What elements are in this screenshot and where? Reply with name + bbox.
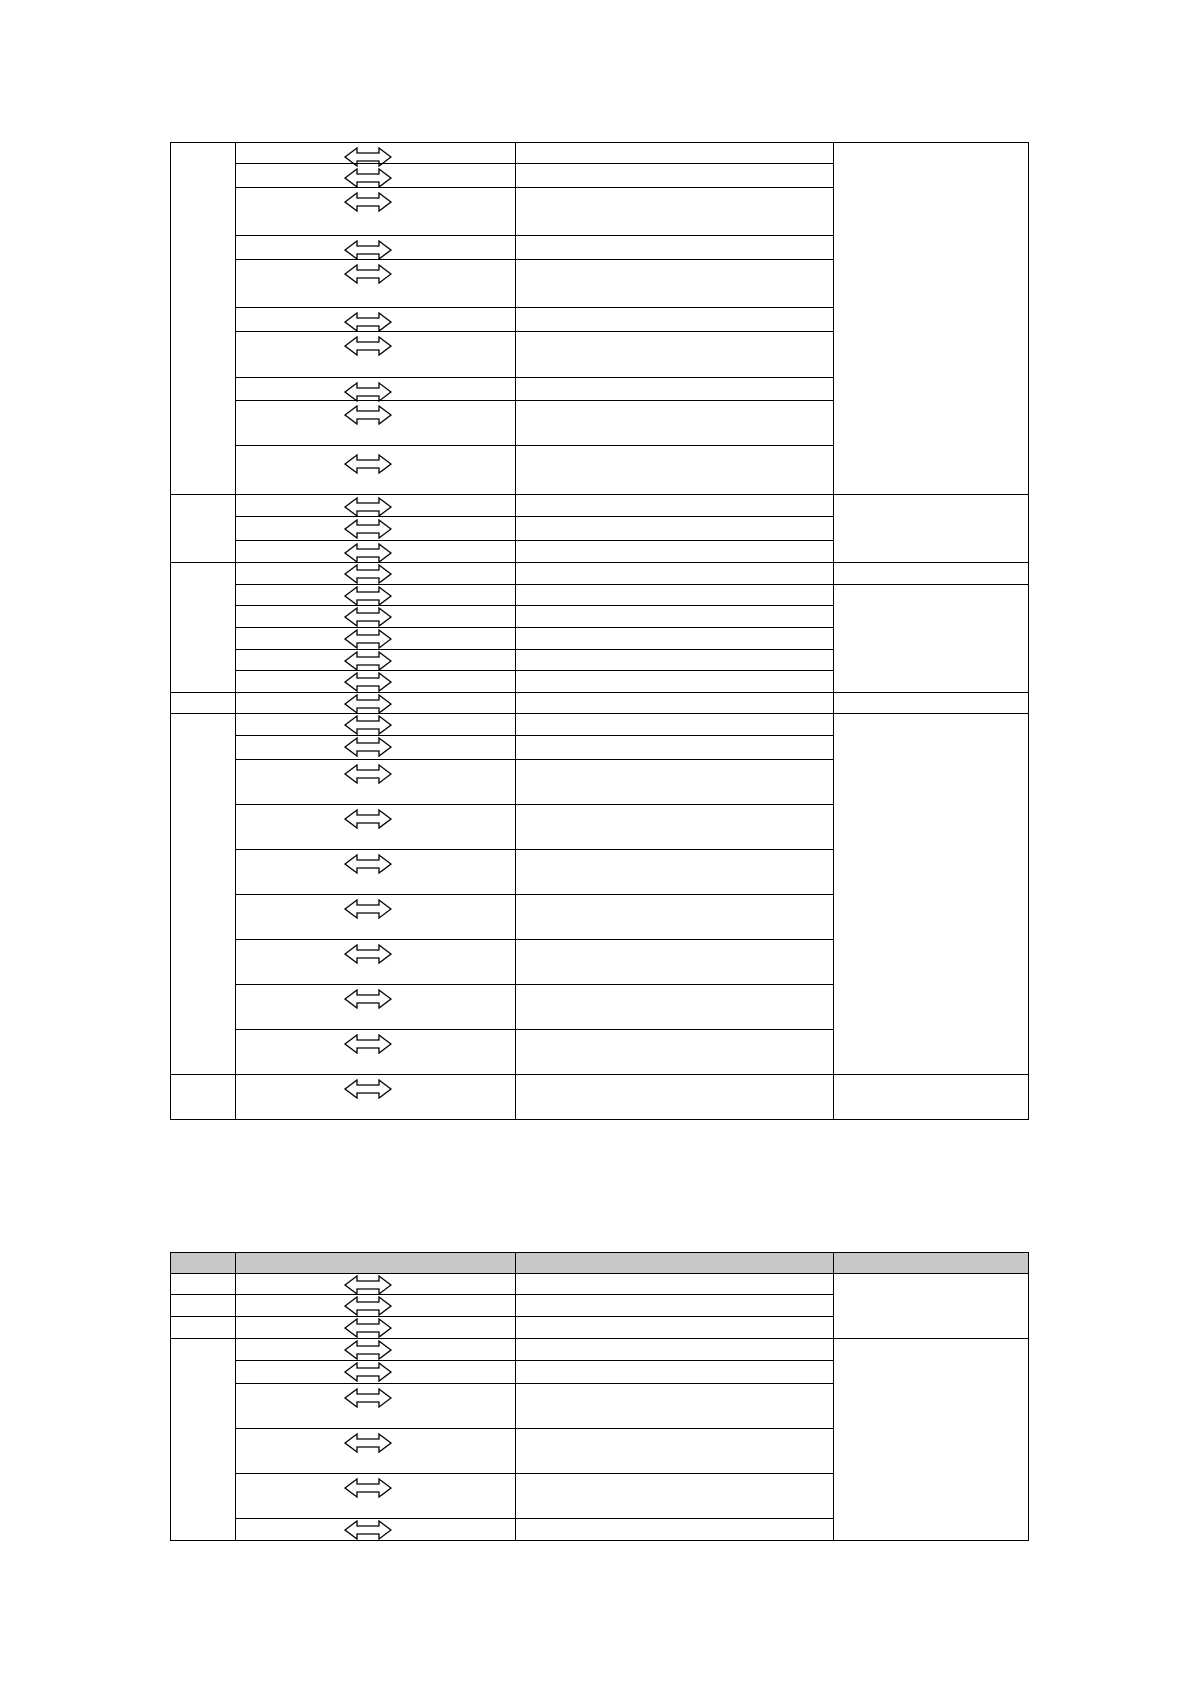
double-arrow-icon (344, 405, 392, 425)
target-cell (516, 308, 834, 332)
source-cell (236, 517, 516, 541)
double-arrow-icon (344, 1318, 392, 1338)
source-cell (236, 1295, 516, 1317)
source-cell (236, 308, 516, 332)
group-label-cell (171, 1274, 236, 1295)
source-cell (236, 1361, 516, 1384)
target-cell (516, 850, 834, 895)
double-arrow-icon (344, 497, 392, 517)
source-cell (236, 1429, 516, 1474)
double-arrow-icon (344, 312, 392, 332)
source-cell (236, 895, 516, 940)
double-arrow-icon (344, 899, 392, 919)
group-label-cell (171, 693, 236, 714)
double-arrow-icon (344, 382, 392, 402)
source-cell (236, 585, 516, 606)
source-cell (236, 985, 516, 1030)
source-cell (236, 236, 516, 260)
mapping-table-2 (170, 1252, 1029, 1541)
target-cell (516, 495, 834, 517)
target-cell (516, 585, 834, 606)
source-cell (236, 850, 516, 895)
header-cell (834, 1253, 1029, 1274)
target-cell (516, 895, 834, 940)
double-arrow-icon (344, 809, 392, 829)
source-cell (236, 188, 516, 236)
source-cell (236, 1474, 516, 1519)
header-cell (516, 1253, 834, 1274)
source-cell (236, 1519, 516, 1541)
note-cell (834, 1075, 1029, 1120)
target-cell (516, 714, 834, 736)
double-arrow-icon (344, 944, 392, 964)
target-cell (516, 628, 834, 650)
double-arrow-icon (344, 543, 392, 563)
source-cell (236, 332, 516, 378)
double-arrow-icon (344, 1079, 392, 1099)
double-arrow-icon (344, 1034, 392, 1054)
double-arrow-icon (344, 607, 392, 627)
target-cell (516, 693, 834, 714)
source-cell (236, 446, 516, 495)
double-arrow-icon (344, 564, 392, 584)
double-arrow-icon (344, 1296, 392, 1316)
group-label-cell (171, 1075, 236, 1120)
source-cell (236, 606, 516, 628)
target-cell (516, 260, 834, 308)
source-cell (236, 143, 516, 164)
target-cell (516, 1519, 834, 1541)
double-arrow-icon (344, 1520, 392, 1540)
source-cell (236, 563, 516, 585)
target-cell (516, 1295, 834, 1317)
double-arrow-icon (344, 1433, 392, 1453)
header-cell (171, 1253, 236, 1274)
double-arrow-icon (344, 1275, 392, 1295)
header-cell (236, 1253, 516, 1274)
double-arrow-icon (344, 629, 392, 649)
target-cell (516, 1030, 834, 1075)
target-cell (516, 985, 834, 1030)
target-cell (516, 164, 834, 188)
target-cell (516, 1075, 834, 1120)
double-arrow-icon (344, 168, 392, 188)
double-arrow-icon (344, 192, 392, 212)
double-arrow-icon (344, 240, 392, 260)
source-cell (236, 260, 516, 308)
target-cell (516, 446, 834, 495)
target-cell (516, 143, 834, 164)
target-cell (516, 401, 834, 446)
group-label-cell (171, 714, 236, 1075)
source-cell (236, 1317, 516, 1339)
note-cell (834, 585, 1029, 693)
note-cell (834, 1274, 1029, 1339)
group-label-cell (171, 563, 236, 693)
target-cell (516, 606, 834, 628)
target-cell (516, 760, 834, 805)
target-cell (516, 1317, 834, 1339)
double-arrow-icon (344, 1362, 392, 1382)
note-cell (834, 495, 1029, 563)
group-label-cell (171, 143, 236, 495)
source-cell (236, 650, 516, 671)
target-cell (516, 517, 834, 541)
target-cell (516, 378, 834, 401)
double-arrow-icon (344, 989, 392, 1009)
double-arrow-icon (344, 1340, 392, 1360)
source-cell (236, 164, 516, 188)
source-cell (236, 628, 516, 650)
double-arrow-icon (344, 1388, 392, 1408)
double-arrow-icon (344, 519, 392, 539)
target-cell (516, 650, 834, 671)
double-arrow-icon (344, 694, 392, 714)
double-arrow-icon (344, 854, 392, 874)
double-arrow-icon (344, 764, 392, 784)
target-cell (516, 805, 834, 850)
group-label-cell (171, 1317, 236, 1339)
double-arrow-icon (344, 264, 392, 284)
double-arrow-icon (344, 586, 392, 606)
source-cell (236, 495, 516, 517)
source-cell (236, 760, 516, 805)
target-cell (516, 332, 834, 378)
source-cell (236, 378, 516, 401)
double-arrow-icon (344, 1478, 392, 1498)
double-arrow-icon (344, 737, 392, 757)
source-cell (236, 541, 516, 563)
target-cell (516, 541, 834, 563)
source-cell (236, 1030, 516, 1075)
double-arrow-icon (344, 651, 392, 671)
note-cell (834, 563, 1029, 585)
source-cell (236, 1075, 516, 1120)
target-cell (516, 236, 834, 260)
source-cell (236, 714, 516, 736)
source-cell (236, 1274, 516, 1295)
target-cell (516, 671, 834, 693)
target-cell (516, 1339, 834, 1361)
target-cell (516, 1474, 834, 1519)
double-arrow-icon (344, 715, 392, 735)
double-arrow-icon (344, 454, 392, 474)
target-cell (516, 563, 834, 585)
double-arrow-icon (344, 672, 392, 692)
group-label-cell (171, 495, 236, 563)
note-cell (834, 143, 1029, 495)
target-cell (516, 188, 834, 236)
target-cell (516, 1274, 834, 1295)
source-cell (236, 736, 516, 760)
note-cell (834, 693, 1029, 714)
target-cell (516, 736, 834, 760)
source-cell (236, 671, 516, 693)
source-cell (236, 1384, 516, 1429)
target-cell (516, 1361, 834, 1384)
source-cell (236, 940, 516, 985)
target-cell (516, 940, 834, 985)
group-label-cell (171, 1295, 236, 1317)
note-cell (834, 1339, 1029, 1541)
source-cell (236, 1339, 516, 1361)
note-cell (834, 714, 1029, 1075)
source-cell (236, 805, 516, 850)
double-arrow-icon (344, 336, 392, 356)
target-cell (516, 1429, 834, 1474)
group-label-cell (171, 1339, 236, 1541)
source-cell (236, 693, 516, 714)
mapping-table-1 (170, 142, 1029, 1120)
target-cell (516, 1384, 834, 1429)
source-cell (236, 401, 516, 446)
